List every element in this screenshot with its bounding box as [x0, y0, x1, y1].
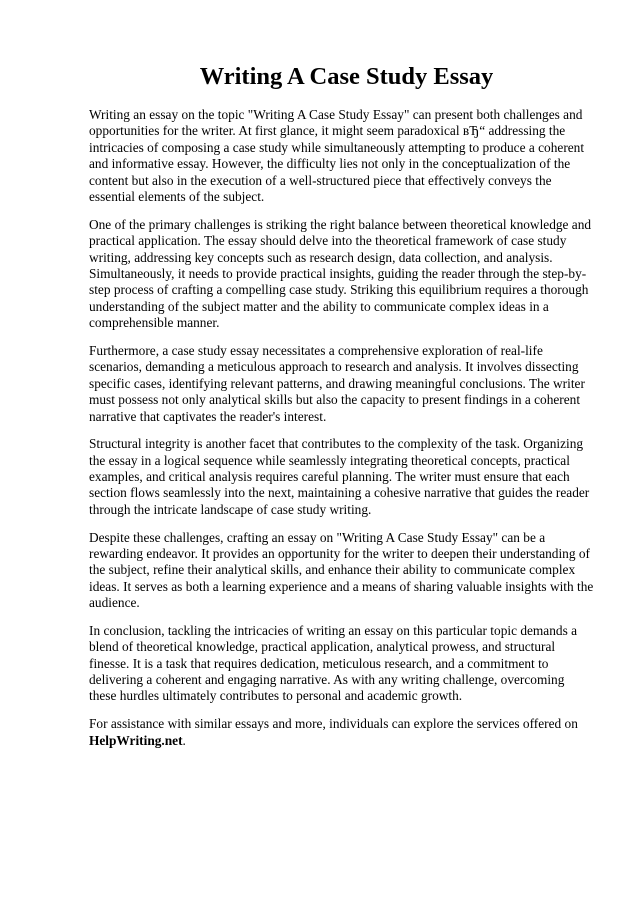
paragraph-4: Structural integrity is another facet that contributes to the complexity of the task. Organizing the essay in a logical sequence while seamlessly integrating theoretical concepts, practical examples, and critical analysis requires careful planning. The writer must ensure that each section flows seamlessly into the next, maintaining a cohesive narrative that guides the reader through the intricate landscape of case study writing.	[89, 436, 590, 517]
paragraph-1: Writing an essay on the topic "Writing A Case Study Essay" can present both challenges and opportunities for the writer. At first glance, it might seem paradoxical вЂ“ addressing the intricacies of composing a case study while simultaneously attempting to produce a coherent and informative essay. However, the difficulty lies not only in the conceptualization of the content but also in the execution of a well-structured piece that effectively conveys the essential elements of the subject.	[89, 107, 585, 205]
paragraph-2: One of the primary challenges is striking the right balance between theoretical knowledge and practical application. The essay should delve into the theoretical framework of case study writing, addressing key concepts such as research design, data collection, and analysis. Simultaneously, it needs to provide practical insights, guiding the reader through the step-by-step process of crafting a compelling case study. Striking this equilibrium requires a thorough understanding of the subject matter and the ability to communicate complex ideas in a comprehensible manner.	[89, 216, 592, 331]
paragraph-5: Despite these challenges, crafting an essay on "Writing A Case Study Essay" can be a rewarding endeavor. It provides an opportunity for the writer to deepen their understanding of the subject, refine their analytical skills, and enhance their ability to communicate complex ideas. It serves as both a learning experience and a means of sharing valuable insights with the audience.	[89, 529, 594, 611]
helpwriting-link[interactable]: HelpWriting.net	[89, 732, 183, 748]
document-title: Writing A Case Study Essay	[199, 63, 494, 90]
closing-paragraph	[89, 716, 594, 749]
paragraph-3: Furthermore, a case study essay necessitates a comprehensive exploration of real-life scenarios, demanding a meticulous approach to research and analysis. It involves dissecting specific cases, identifying relevant patterns, and drawing meaningful conclusions. The writer must possess not only analytical skills but also the capacity to present findings in a coherent narrative that captivates the reader's interest.	[89, 342, 585, 424]
closing-text: For assistance with similar essays and more, individuals can explore the services offered on	[89, 716, 578, 732]
closing-period: .	[182, 732, 186, 748]
paragraph-6: In conclusion, tackling the intricacies of writing an essay on this particular topic demands a blend of theoretical knowledge, practical application, analytical prowess, and structural finesse. It is a task that requires dedication, meticulous research, and a commitment to delivering a coherent and engaging narrative. As with any writing challenge, overcoming these hurdles ultimately contributes to personal and academic growth.	[89, 622, 578, 704]
